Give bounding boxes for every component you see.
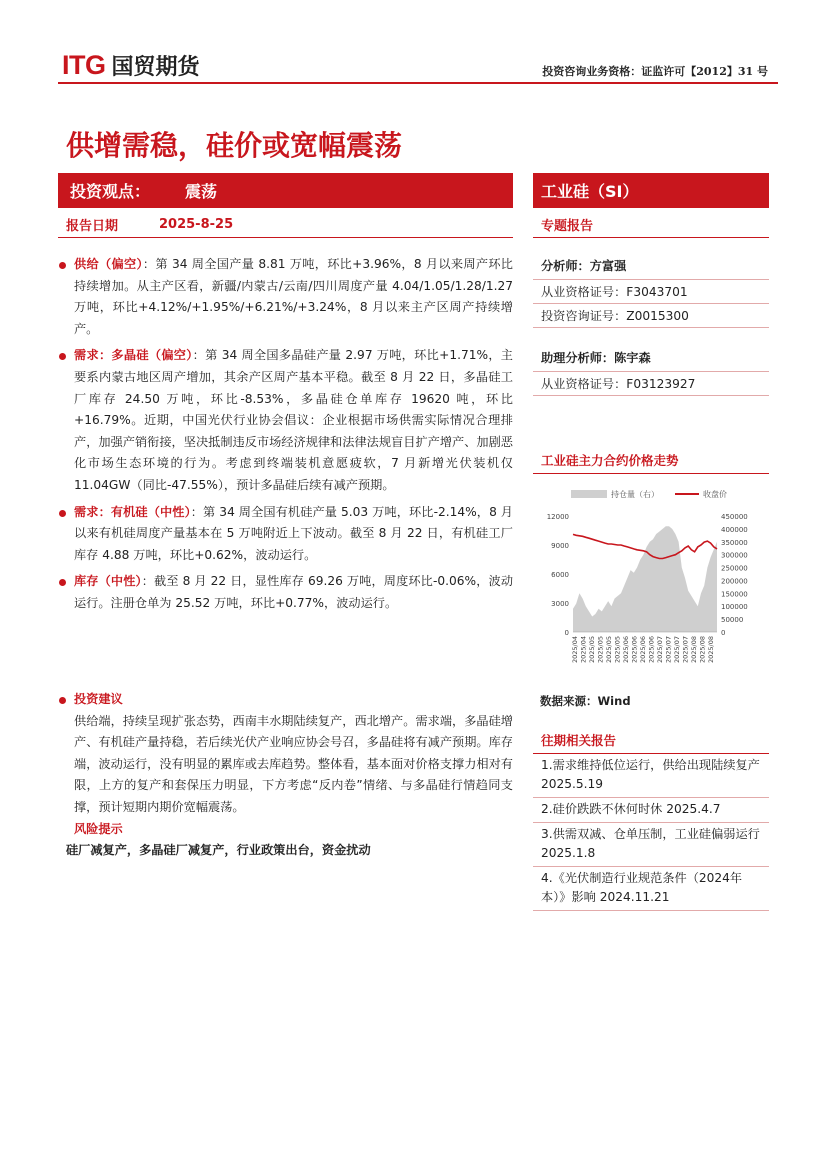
y-right-tick-label: 400000 — [721, 525, 748, 534]
y-right-tick-label: 350000 — [721, 538, 748, 547]
y-right-tick-label: 50000 — [721, 616, 744, 625]
price-chart — [537, 480, 769, 678]
y-right-tick-label: 250000 — [721, 564, 748, 573]
analysis-body — [58, 254, 513, 620]
x-tick-label: 2025/08 — [707, 636, 715, 664]
paragraph-tag: 需求：多晶硅（偏空） — [74, 348, 193, 363]
x-tick-label: 2025/05 — [605, 636, 613, 664]
analyst-consult-id: 投资咨询证号：Z0015300 — [533, 304, 769, 328]
y-left-tick-label: 12000 — [546, 513, 569, 521]
x-tick-label: 2025/07 — [673, 636, 681, 664]
paragraph-polysilicon — [58, 345, 513, 496]
assistant-block — [533, 344, 769, 396]
price-chart-svg — [537, 480, 769, 678]
x-tick-label: 2025/05 — [588, 636, 596, 664]
series-open-interest-area — [573, 526, 717, 632]
bullet-icon — [59, 697, 66, 704]
paragraph-organosilicon — [58, 502, 513, 567]
legend-close-price: 收盘价 — [703, 490, 727, 499]
paragraph-text: ：第 34 周全国有机硅产量 5.03 万吨，环比-2.14%，8 月以来有机硅周度产量基本在 5 万吨附近上下波动。截至 8 月 22 日，有机硅工厂库存 4.88 万吨，环比+0.62%，波动运行。 — [74, 504, 513, 562]
advice-text: 供给端，持续呈现扩张态势，西南丰水期陆续复产，西北增产。需求端，多晶硅增产、有机硅产量持稳，若后续光伏产业响应协会号召，多晶硅将有减产预期。库存端，波动运行，没有明显的累库或去库趋势。整体看，基本面对价格支撑力相对有限，上方的复产和套保压力明显，下方考虑“反内卷”情绪、与多晶硅行情趋同支撑，预计短期内期价宽幅震荡。 — [74, 713, 513, 814]
related-report-item[interactable]: 3.供需双减、仓单压制，工业硅偏弱运行 2025.1.8 — [533, 823, 769, 867]
page-header — [0, 0, 826, 90]
view-value: 震荡 — [185, 182, 218, 201]
analyst-name: 分析师：方富强 — [533, 252, 769, 280]
risk-heading: 风险提示 — [74, 821, 123, 836]
advice-heading — [58, 689, 513, 711]
bullet-icon — [59, 262, 66, 269]
related-report-item[interactable]: 4.《光伏制造行业规范条件（2024年本）》影响 2024.11.21 — [533, 867, 769, 911]
x-tick-label: 2025/05 — [596, 636, 605, 664]
y-right-tick-label: 0 — [721, 629, 726, 637]
company-logo — [62, 50, 200, 81]
chart-heading: 工业硅主力合约价格走势 — [533, 450, 769, 474]
view-label: 投资观点： — [70, 182, 151, 201]
license-text: 投资咨询业务资格：证监许可【2012】31 号 — [542, 65, 768, 78]
x-tick-label: 2025/06 — [647, 636, 656, 664]
related-report-item[interactable]: 1.需求维持低位运行，供给出现陆续复产 2025.5.19 — [533, 754, 769, 798]
data-source: 数据来源：Wind — [540, 694, 631, 708]
analyst-block — [533, 252, 769, 328]
x-tick-label: 2025/08 — [698, 636, 707, 664]
assistant-qualification: 从业资格证号：F03123927 — [533, 372, 769, 396]
y-right-tick-label: 200000 — [721, 577, 748, 586]
paragraph-tag: 库存（中性） — [74, 574, 142, 589]
y-left-tick-label: 9000 — [551, 542, 569, 550]
x-tick-label: 2025/04 — [571, 636, 579, 664]
report-date-value: 2025-8-25 — [159, 217, 234, 232]
y-right-tick-label: 300000 — [721, 551, 748, 560]
bullet-icon — [59, 579, 66, 586]
paragraph-tag: 供给（偏空） — [74, 257, 143, 271]
logo-itg: ITG — [62, 50, 106, 80]
paragraph-tag: 需求：有机硅（中性） — [74, 504, 191, 519]
paragraph-text: ：第 34 周全国产量 8.81 万吨，环比+3.96%，8 月以来周产环比持续增加。从主产区看，新疆/内蒙古/云南/四川周度产量 4.04/1.05/1.28/1.27 万吨，环比+4.12%/+1.95%/+6.21%/+3.24%，8 月以来主产区周产持续增产。 — [74, 257, 513, 336]
y-left-tick-label: 0 — [564, 629, 569, 637]
x-tick-label: 2025/05 — [613, 636, 622, 664]
y-right-tick-label: 100000 — [721, 603, 748, 612]
related-reports — [533, 754, 769, 911]
advice-heading-text: 投资建议 — [74, 692, 123, 706]
paragraph-supply — [58, 254, 513, 340]
chart-plot-area — [547, 513, 748, 663]
bullet-icon — [59, 510, 66, 517]
report-title: 供增需稳，硅价或宽幅震荡 — [66, 129, 403, 162]
x-tick-label: 2025/08 — [690, 636, 698, 664]
report-date-row — [58, 212, 513, 238]
related-heading: 往期相关报告 — [533, 730, 769, 754]
paragraph-inventory — [58, 571, 513, 614]
product-bar: 工业硅（SI） — [533, 173, 769, 208]
x-tick-label: 2025/06 — [630, 636, 639, 664]
x-tick-label: 2025/04 — [579, 636, 588, 664]
y-left-tick-label: 6000 — [551, 571, 569, 579]
paragraph-text: ：截至 8 月 22 日，显性库存 69.26 万吨，周度环比-0.06%，波动运行。注册仓单为 25.52 万吨，环比+0.77%，波动运行。 — [74, 574, 514, 610]
assistant-name: 助理分析师：陈宇森 — [533, 344, 769, 372]
bullet-icon — [59, 353, 66, 360]
legend-open-interest: 持仓量（右） — [611, 490, 659, 499]
header-divider — [58, 82, 778, 84]
x-tick-label: 2025/06 — [622, 636, 630, 664]
related-report-item[interactable]: 2.硅价跌跌不休何时休 2025.4.7 — [533, 798, 769, 823]
view-bar — [58, 173, 513, 208]
logo-company-name: 国贸期货 — [111, 55, 200, 80]
y-left-tick-label: 3000 — [551, 600, 569, 608]
legend-swatch-open-interest — [571, 490, 607, 498]
x-tick-label: 2025/07 — [681, 636, 690, 664]
report-type: 专题报告 — [533, 212, 769, 238]
paragraph-text: ：第 34 周全国多晶硅产量 2.97 万吨，环比+1.71%，主要系内蒙古地区周产增加，其余产区周产基本平稳。截至 8 月 22 日，多晶硅工厂库存 24.50 万吨，环比-8.53%，多晶硅仓单库存 19620 吨，环比+16.79%。近期，中国光伏行业协会倡议：企业根据市场供需实际情况合理排产，加强产销衔接，坚决抵制违反市场经济规律和法律法规盲目扩产增产、加剧恶化市场生态环境的行为。考虑到终端装机意愿疲软，7 月新增光伏装机仅 11.04GW（同比-47.55%），预计多晶硅后续有减产预期。 — [74, 348, 513, 492]
y-right-tick-label: 150000 — [721, 590, 748, 599]
investment-advice — [58, 689, 513, 862]
x-tick-label: 2025/07 — [664, 636, 673, 664]
report-date-label: 报告日期 — [66, 219, 119, 234]
x-tick-label: 2025/07 — [656, 636, 664, 664]
x-tick-label: 2025/06 — [639, 636, 647, 664]
risk-text: 硅厂减复产，多晶硅厂减复产，行业政策出台，资金扰动 — [66, 843, 371, 858]
y-right-tick-label: 450000 — [721, 513, 748, 521]
analyst-qualification: 从业资格证号：F3043701 — [533, 280, 769, 304]
